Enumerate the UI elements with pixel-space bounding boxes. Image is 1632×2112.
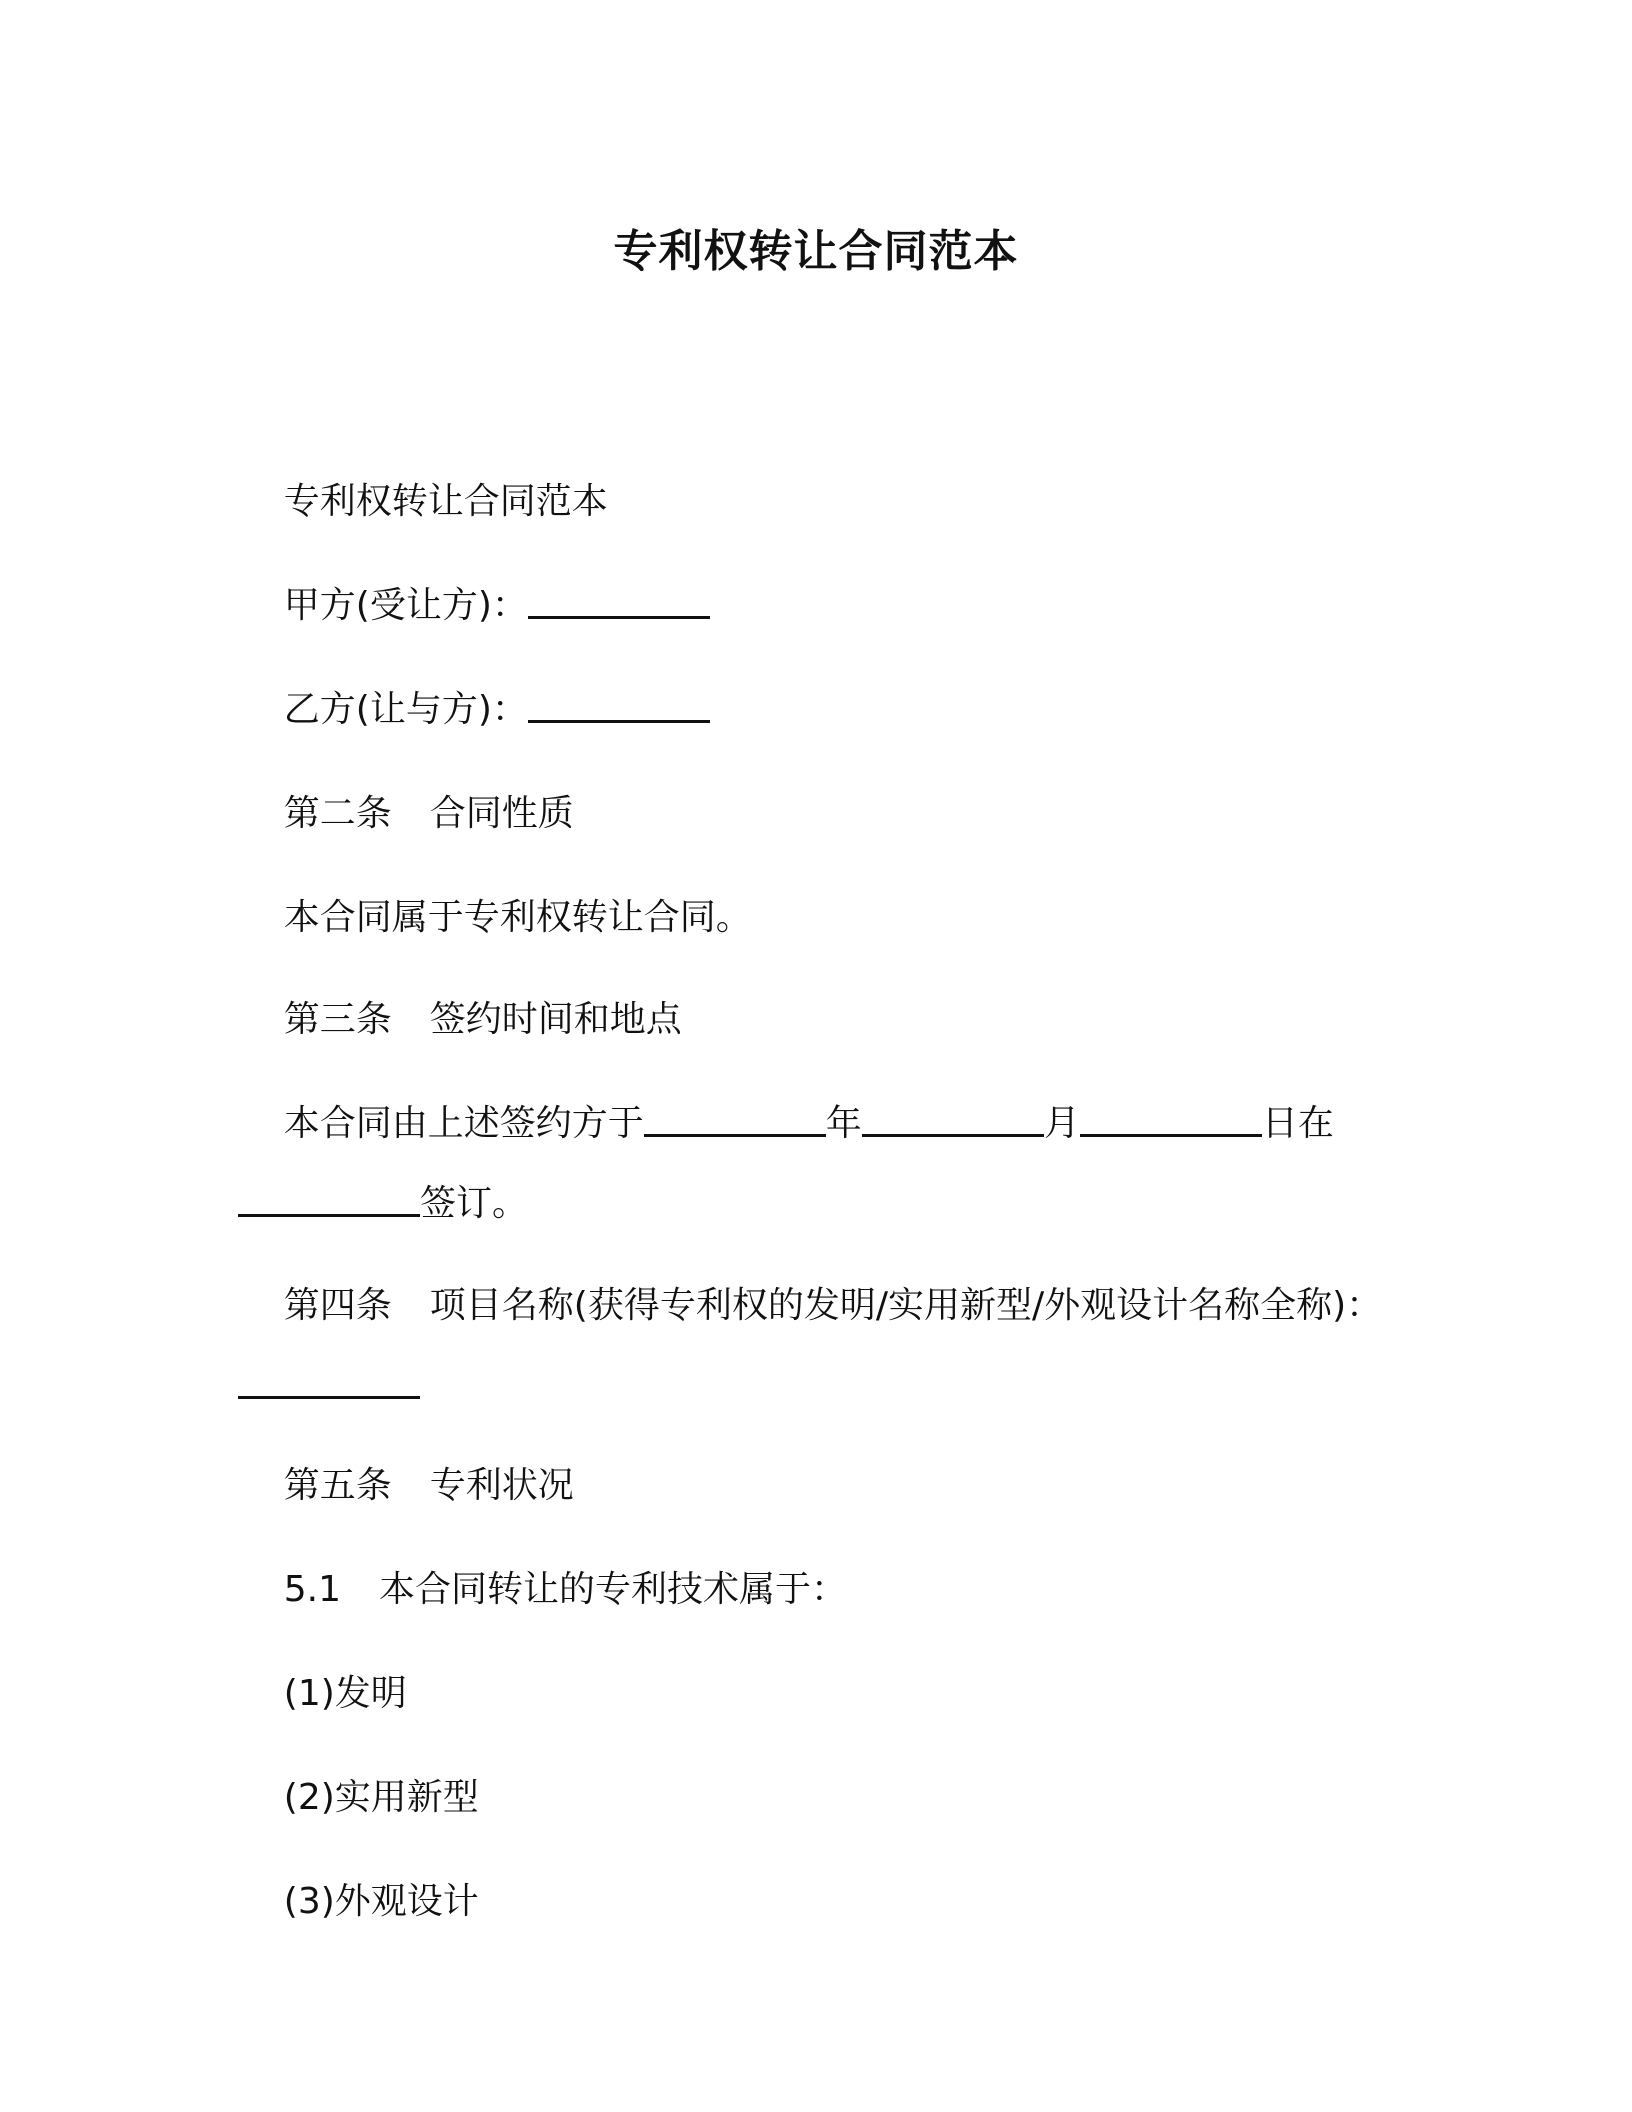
article-3-title: 签约时间和地点 xyxy=(429,999,682,1040)
party-a-label: 甲方(受让方)： xyxy=(283,585,528,626)
clause-5-1-text: 本合同转让的专利技术属于： xyxy=(379,1569,848,1610)
party-b-label: 乙方(让与方)： xyxy=(283,689,528,730)
article-4-number: 第四条 xyxy=(283,1285,392,1326)
year-blank[interactable] xyxy=(644,1104,826,1137)
document-title: 专利权转让合同范本 xyxy=(613,226,1019,277)
option-invention-text: (1)发明 xyxy=(283,1673,407,1714)
article-3-text-c: 月 xyxy=(1043,1103,1080,1144)
day-blank[interactable] xyxy=(1080,1104,1262,1137)
article-5-number: 第五条 xyxy=(283,1465,392,1506)
article-3-text-b: 年 xyxy=(825,1103,862,1144)
article-3-number: 第三条 xyxy=(283,999,392,1040)
option-design xyxy=(238,1782,1394,2022)
article-3-text-d: 日在 xyxy=(1261,1103,1334,1144)
article-2-title: 合同性质 xyxy=(429,793,574,834)
article-3-text-e: 签订。 xyxy=(420,1183,529,1224)
article-4-title: 项目名称(获得专利权的发明/实用新型/外观设计名称全称)： xyxy=(429,1285,1383,1326)
article-2-text: 本合同属于专利权转让合同。 xyxy=(283,897,752,938)
subtitle-text: 专利权转让合同范本 xyxy=(283,481,608,522)
article-2-number: 第二条 xyxy=(283,793,392,834)
article-5-title: 专利状况 xyxy=(429,1465,574,1506)
option-design-text: (3)外观设计 xyxy=(283,1881,479,1922)
clause-5-1-number: 5.1 xyxy=(283,1569,342,1610)
option-utility-model-text: (2)实用新型 xyxy=(283,1777,479,1818)
article-3-text-a: 本合同由上述签约方于 xyxy=(283,1103,644,1144)
month-blank[interactable] xyxy=(862,1104,1044,1137)
